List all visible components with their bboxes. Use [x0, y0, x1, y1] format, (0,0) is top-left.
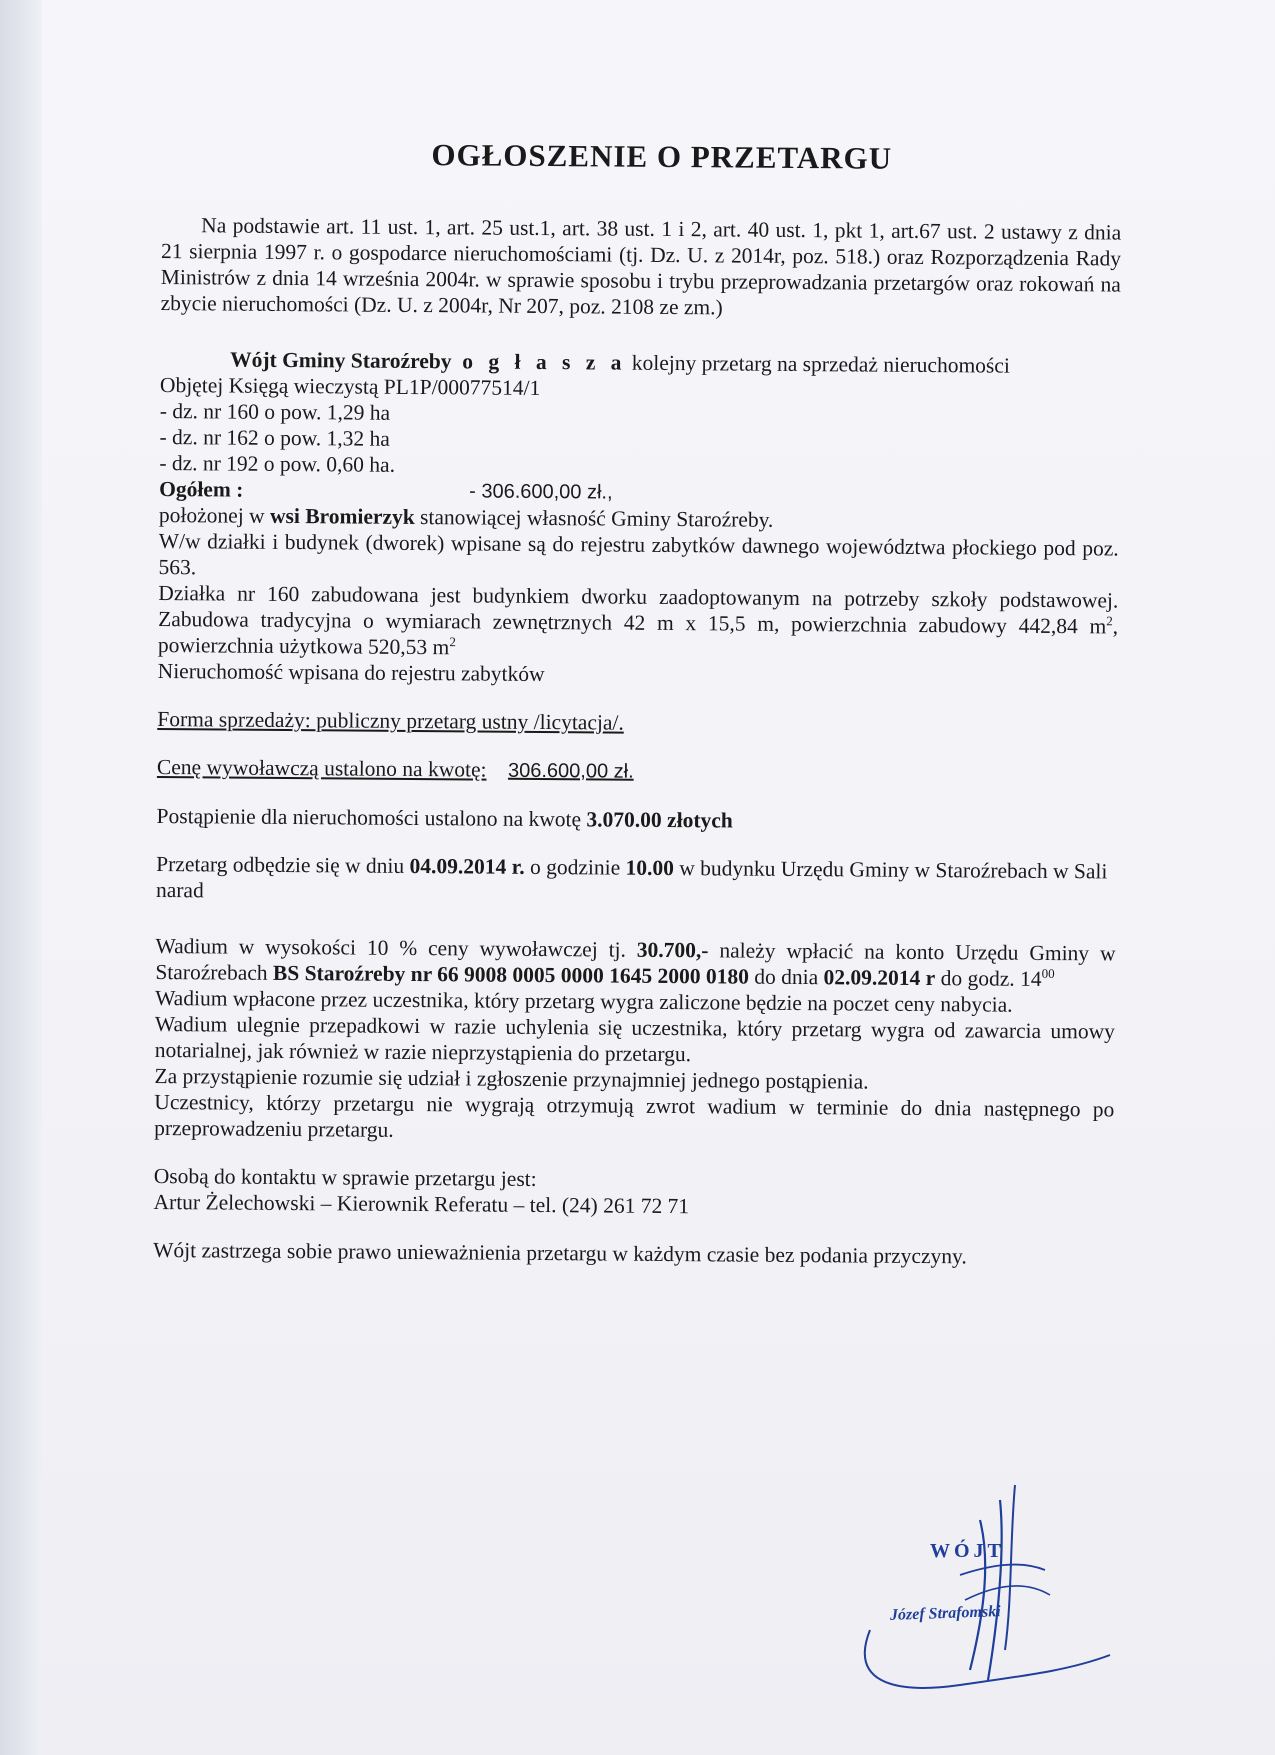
lot-item: - dz. nr 162 o pow. 1,32 ha	[159, 424, 390, 451]
contact-intro: Osobą do kontaktu w sprawie przetargu jest:	[153, 1163, 537, 1191]
auction-text-2: o godzinie	[524, 854, 626, 880]
document-body	[153, 128, 1122, 1271]
auction-text-1: Przetarg odbędzie się w dniu	[156, 851, 410, 878]
rule-item: Wadium wpłacone przez uczestnika, który przetarg wygra zaliczone będzie na poczet ceny nabycia.	[155, 985, 1013, 1017]
deposit-amount: 30.700,-	[636, 937, 709, 963]
signature-scribble	[830, 1480, 1130, 1700]
rule-item: Za przystąpienie rozumie się udział i zgłoszenie przynajmniej jednego postąpienia.	[154, 1063, 869, 1094]
auction-hour: 10.00	[625, 855, 675, 881]
auction-text-3: w budynku Urzędu Gminy w Staroźrebach w Sali narad	[155, 856, 1108, 903]
location-pre: położonej w	[158, 502, 271, 528]
issuer: Wójt Gminy Staroźreby	[230, 347, 452, 374]
area-unit-sup: 2	[449, 634, 456, 650]
lot-item: - dz. nr 160 o pow. 1,29 ha	[159, 398, 391, 425]
area-unit-sup: 2	[1106, 613, 1113, 629]
deposit-minutes-sup: 00	[1041, 965, 1055, 981]
heritage-paragraph: W/w działki i budynek (dworek) wpisane są do rejestru zabytków dawnego województwa płockiego pod poz. 563.	[158, 528, 1119, 580]
location-post: stanowiącej własność Gminy Staroźreby.	[414, 504, 774, 532]
deposit-text-4: do godz. 14	[935, 966, 1042, 991]
rule-item: Wadium ulegnie przepadkowi w razie uchylenia się uczestnika, który przetarg wygra od zawarcia umowy notarialnej, jak również w razie nieprzystąpienia do przetargu.	[154, 1011, 1116, 1067]
contact-person: Artur Żelechowski – Kierownik Referatu – tel. (24) 261 72 71	[153, 1189, 690, 1219]
increment-value: 3.070.00 złotych	[586, 807, 733, 833]
total-value: - 306.600,00 zł.,	[469, 480, 613, 504]
auction-date: 04.09.2014 r.	[409, 853, 525, 879]
stamp-title: WÓJT	[930, 1540, 1005, 1562]
building-text-2: , powierzchnia użytkowa 520,53 m	[157, 614, 1119, 660]
deposit-text-3: do dnia	[748, 964, 824, 990]
sale-form: Forma sprzedaży: publiczny przetarg ustny /licytacja/.	[157, 706, 624, 735]
announce-rest: kolejny przetarg na sprzedaż nieruchomości	[626, 350, 1010, 378]
total-label: Ogółem :	[159, 476, 244, 502]
increment-label: Postąpienie dla nieruchomości ustalono na kwotę	[156, 803, 587, 832]
land-register: Objętej Księgą wieczystą PL1P/00077514/1	[159, 372, 541, 400]
reservation: Wójt zastrzega sobie prawo unieważnienia przetargu w każdym czasie bez podania przyczyny.	[153, 1237, 967, 1269]
rule-item: Uczestnicy, którzy przetargu nie wygrają otrzymują zwrot wadium w terminie do dnia następnego po przeprowadzeniu przetargu.	[154, 1089, 1115, 1142]
deposit-deadline: 02.09.2014 r	[823, 965, 936, 991]
announce-verb: o g ł a s z a	[462, 349, 627, 375]
auction-paragraph	[156, 851, 1116, 911]
price-row	[157, 754, 1117, 789]
price-label: Cenę wywoławczą ustalono na kwotę:	[156, 754, 487, 782]
scan-edge	[0, 0, 42, 1755]
village-name: wsi Bromierzyk	[269, 503, 415, 529]
deposit-paragraph	[155, 933, 1115, 993]
price-value: 306.600,00 zł.	[507, 759, 634, 783]
lot-item: - dz. nr 192 o pow. 0,60 ha.	[159, 450, 396, 477]
bank-account: BS Staroźreby nr 66 9008 0005 0000 1645 2000 0180	[272, 960, 750, 989]
increment-row	[156, 803, 1116, 837]
building-text-1: Działka nr 160 zabudowana jest budynkiem dworku zaadoptowanym na potrzeby szkoły podstawowej. Zabudowa tradycyjna o wymiarach zewnętrznych 42 m x 15,5 m, powierzchnia zabudowy 442,84 m	[158, 580, 1119, 639]
deposit-text-2: należy wpłacić na konto Urzędu Gminy w Staroźrebach	[155, 938, 1116, 985]
page-title: OGŁOSZENIE O PRZETARGU	[431, 137, 893, 176]
building-paragraph	[158, 580, 1119, 666]
legal-basis: Na podstawie art. 11 ust. 1, art. 25 ust.1, art. 38 ust. 1 i 2, art. 40 ust. 1, pkt 1, art.67 ust. 2 ustawy z dnia 21 sierpnia 1997 r. o gospodarce nieruchomościami (tj. Dz. U. z 2014r, poz. 518.) oraz Rozporządzenia Rady Ministrów z dnia 14 września 2004r. w sprawie sposobu i trybu przeprowadzania przetargów oraz rokowań na zbycie nieruchomości (Dz. U. z 2004r, Nr 207, poz. 2108 ze zm.)	[160, 213, 1122, 320]
stamp-name: Józef Strafomski	[889, 1603, 1001, 1624]
heritage-note: Nieruchomość wpisana do rejestru zabytków	[157, 658, 545, 687]
deposit-text-1: Wadium w wysokości 10 % ceny wywoławczej tj.	[155, 933, 637, 962]
